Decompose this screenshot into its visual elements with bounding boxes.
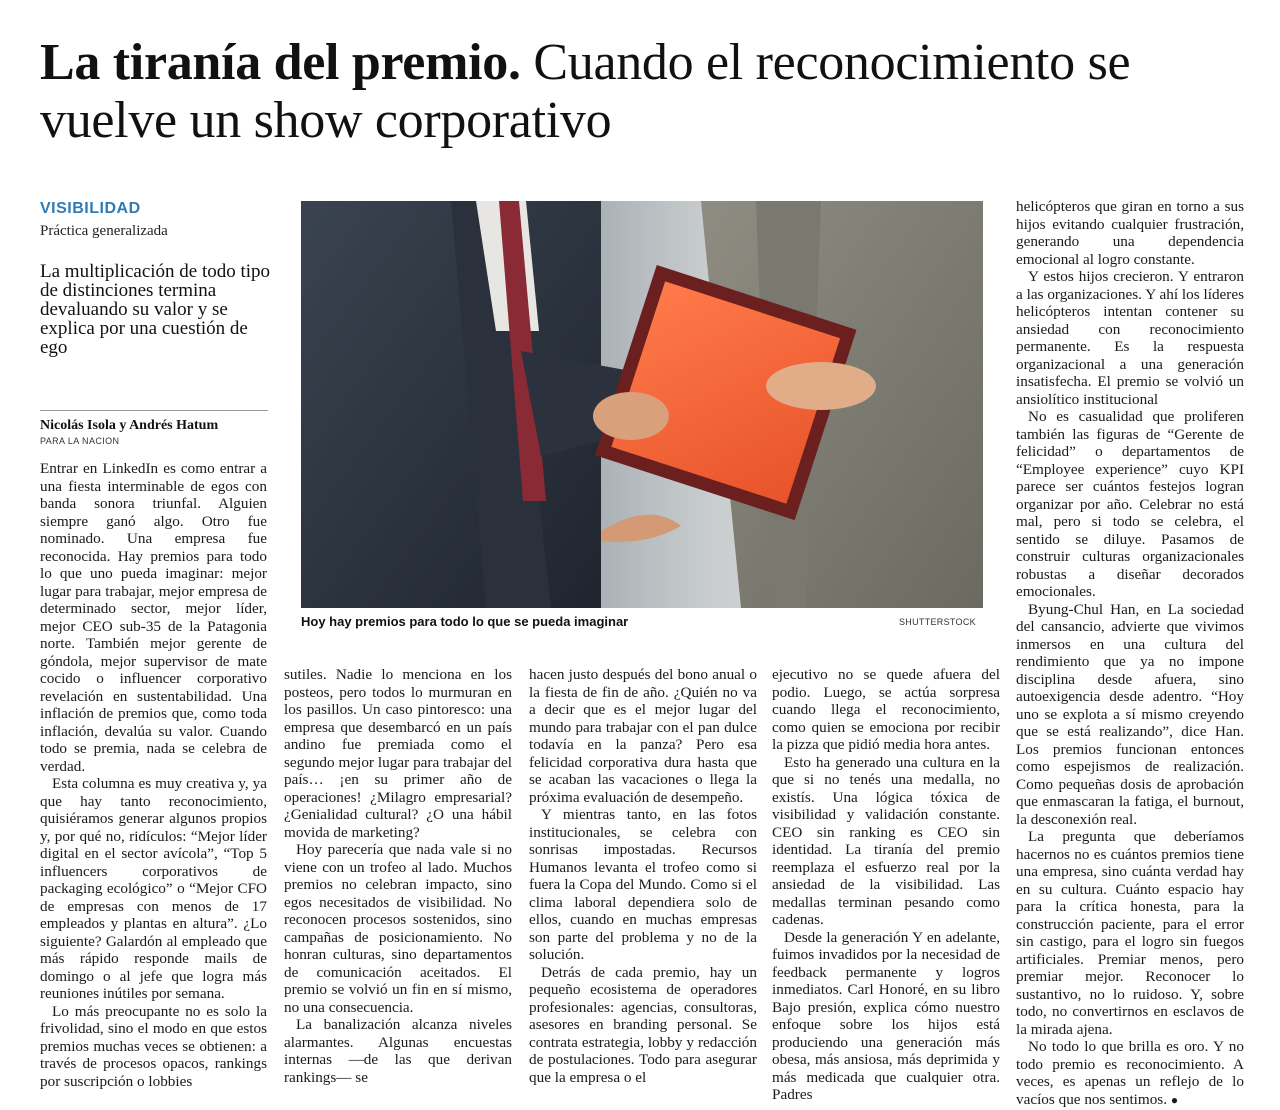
paragraph: helicópteros que giran en torno a sus hijos evitando cualquier frustración, generando una dependencia emocional al logro constante. xyxy=(1016,198,1244,268)
photo-credit: SHUTTERSTOCK xyxy=(899,617,976,627)
paragraph: Entrar en LinkedIn es como entrar a una fiesta interminable de egos con banda sonora triunfal. Alguien siempre ganó algo. Otro fue nominado. Una empresa fue reconocida. Hay premios para todo lo que uno pueda imaginar: mejor lugar para trabajar, mejor empresa de determinado sector, mejor líder, mejor CEO sub-35 de la Patagonia norte. También mejor gerente de góndola, mejor supervisor de mate cocido o influencer corporativo revelación en sustentabilidad. Una inflación de premios que, como toda inflación, devalúa su valor. Cuando todo se premia, nada se celebra de verdad. xyxy=(40,460,267,775)
byline-authors: Nicolás Isola y Andrés Hatum xyxy=(40,418,219,433)
paragraph: No es casualidad que proliferen también las figuras de “Gerente de felicidad” o departamentos de “Employee experience” cuyo KPI parece ser cuántos festejos logran organizar por año. Celebrar no está mal, pero si todo se celebra, el sentido se diluye. Pasamos de construir culturas organizacionales robustas a diseñar decorados emocionales. xyxy=(1016,408,1244,600)
byline-divider xyxy=(40,410,268,411)
headline-rest: Cuando el reconocimiento se vuelve un show corporativo xyxy=(40,34,1131,149)
section-subtitle: Práctica generalizada xyxy=(40,223,168,239)
paragraph: Desde la generación Y en adelante, fuimos invadidos por la necesidad de feedback permanente y logros inmediatos. Carl Honoré, en su libro Bajo presión, explica cómo nuestro enfoque sobre los hijos está produciendo una generación más obesa, más ansiosa, más deprimida y más medicada que cualquier otra. Padres xyxy=(772,928,1000,1103)
paragraph: ejecutivo no se quede afuera del podio. Luego, se actúa sorpresa cuando llega el reconocimiento, como quien se emociona por recibir la pizza que pidió media hora antes. xyxy=(772,666,1000,753)
article-column-2 xyxy=(284,666,512,1086)
paragraph: Byung-Chul Han, en La sociedad del cansancio, advierte que vivimos inmersos en una cultura del rendimiento que ya no impone disciplina desde afuera, sino autoexigencia desde adentro. “Hoy uno se explota a sí mismo creyendo que se está realizando”, dice Han. Los premios funcionan entonces como espejismos de realización. Como pequeñas dosis de aprobación que enmascaran la fatiga, el burnout, la desconexión real. xyxy=(1016,600,1244,828)
paragraph: sutiles. Nadie lo menciona en los posteos, pero todos lo murmuran en los pasillos. Un caso pintoresco: una empresa que desembarcó en un país andino fue premiada como el segundo mejor lugar para trabajar del país… ¡en su primer año de operaciones! ¿Milagro empresarial? ¿Genialidad cultural? ¿O una hábil movida de marketing? xyxy=(284,666,512,841)
byline-outlet: PARA LA NACION xyxy=(40,436,120,446)
end-mark: ● xyxy=(1170,1092,1179,1107)
paragraph-final xyxy=(1016,1038,1244,1109)
paragraph: Esta columna es muy creativa y, ya que hay tanto reconocimiento, quisiéramos generar algunos propios y, por qué no, ridículos: “Mejor líder digital en el sector avícola”, “Top 5 influencers corporativos de packaging ecológico” o “Mejor CFO de empresas con menos de 17 empleados y plantas en altura”. ¿Lo siguiente? Galardón al empleado que más rápido responde mails de domingo o al jefe que logra más reuniones inútiles por semana. xyxy=(40,775,267,1002)
paragraph: hacen justo después del bono anual o la fiesta de fin de año. ¿Quién no va a decir que es el mejor lugar del mundo para trabajar con el pan dulce todavía en la panza? Pero esa felicidad corporativa dura hasta que se acaban las vacaciones o llega la próxima evaluación de desempeño. xyxy=(529,666,757,806)
paragraph: Lo más preocupante no es solo la frivolidad, sino el modo en que estos premios muchas veces se obtienen: a través de procesos opacos, rankings por suscripción o lobbies xyxy=(40,1002,267,1090)
article-column-4 xyxy=(772,666,1000,1104)
article-column-3 xyxy=(529,666,757,1086)
paragraph: La pregunta que deberíamos hacernos no es cuántos premios tiene una empresa, sino cuánta verdad hay en su cultura. Cuánto espacio hay para la crítica honesta, para la construcción paciente, para el error sin castigo, para el logro sin fuegos artificiales. Premiar menos, pero premiar mejor. Reconocer lo sustantivo, no lo ruidoso. Y, sobre todo, no convertirnos en esclavos de la mirada ajena. xyxy=(1016,828,1244,1038)
paragraph: La banalización alcanza niveles alarmantes. Algunas encuestas internas —de las que derivan rankings— se xyxy=(284,1016,512,1086)
award-handshake-photo xyxy=(301,201,983,608)
paragraph: Hoy parecería que nada vale si no viene con un trofeo al lado. Muchos premios no celebran impacto, sino egos necesitados de visibilidad. No reconocen procesos sostenidos, sino campañas de posicionamiento. No honran culturas, sino departamentos de comunicación aceitados. El premio se volvió un fin en sí mismo, no una consecuencia. xyxy=(284,841,512,1016)
paragraph: Detrás de cada premio, hay un pequeño ecosistema de operadores profesionales: agencias, consultoras, asesores en branding personal. Se contrata estrategia, lobby y redacción de postulaciones. Todo para asegurar que la empresa o el xyxy=(529,963,757,1086)
paragraph: Y estos hijos crecieron. Y entraron a las organizaciones. Y ahí los líderes helicópteros intentan contener su ansiedad con reconocimiento permanente. Es la respuesta organizacional a una generación insatisfecha. El premio se volvió un ansiolítico institucional xyxy=(1016,268,1244,408)
section-tag: VISIBILIDAD xyxy=(40,200,141,217)
headline xyxy=(40,34,1250,150)
paragraph: Esto ha generado una cultura en la que si no tenés una medalla, no existís. Una lógica tóxica de visibilidad y validación constante. CEO sin ranking es CEO sin identidad. La tiranía del premio reemplaza el esfuerzo real por la ansiedad de la visibilidad. Las medallas terminan pesando como cadenas. xyxy=(772,753,1000,928)
headline-lead: La tiranía del premio. xyxy=(40,34,521,91)
photo-caption: Hoy hay premios para todo lo que se pueda imaginar xyxy=(301,614,629,629)
article-column-5 xyxy=(1016,198,1244,1109)
article-column-1 xyxy=(40,460,267,1090)
paragraph: Y mientras tanto, en las fotos institucionales, se celebra con sonrisas impostadas. Recursos Humanos levanta el trofeo como si fuera la Copa del Mundo. Como si el clima laboral dependiera solo de ellos, cuando en muchas empresas son parte del problema y no de la solución. xyxy=(529,806,757,963)
paragraph-final-text: No todo lo que brilla es oro. Y no todo premio es reconocimiento. A veces, es apenas un reflejo de lo vacíos que nos sentimos. xyxy=(1016,1038,1244,1108)
article-deck: La multiplicación de todo tipo de distinciones termina devaluando su valor y se explica por una cuestión de ego xyxy=(40,261,271,358)
